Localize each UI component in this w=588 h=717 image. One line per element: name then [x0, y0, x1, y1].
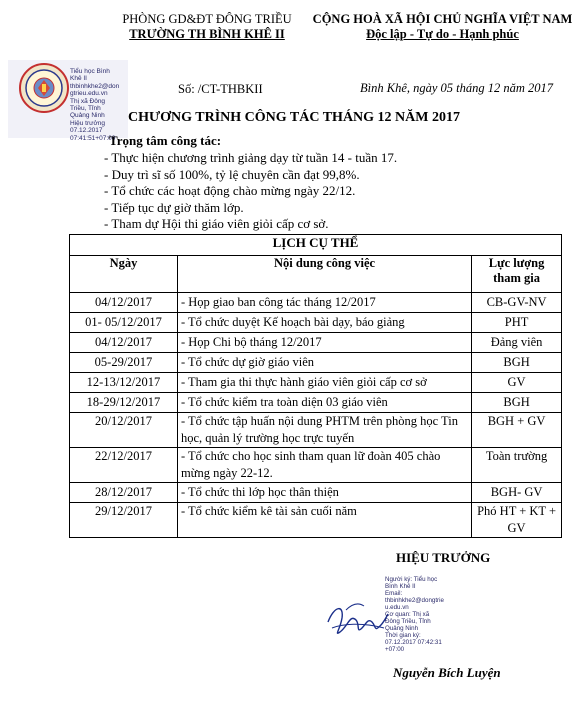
row-content: - Họp giao ban công tác tháng 12/2017: [177, 293, 471, 313]
row-content: - Tổ chức tập huấn nội dung PHTM trên phòng học Tin học, quản lý trường học trực tuyến: [177, 413, 471, 448]
row-participants: BGH- GV: [472, 483, 562, 503]
row-date: 18-29/12/2017: [70, 393, 178, 413]
signer-role: HIỆU TRƯỞNG: [396, 550, 491, 565]
focus-item: - Tham dự Hội thi giáo viên giỏi cấp cơ sở.: [104, 216, 397, 233]
school-name: TRƯỜNG TH BÌNH KHÊ II: [129, 27, 285, 41]
column-header-date: Ngày: [70, 256, 178, 293]
department-name: PHÒNG GD&ĐT ĐÔNG TRIỀU: [122, 12, 292, 26]
table-header-row: [70, 256, 562, 293]
row-participants: CB-GV-NV: [472, 293, 562, 313]
table-caption: LỊCH CỤ THỂ: [70, 235, 562, 256]
table-row: [70, 448, 562, 483]
row-date: 29/12/2017: [70, 503, 178, 538]
row-content: - Họp Chi bộ tháng 12/2017: [177, 333, 471, 353]
row-content: - Tổ chức kiểm tra toàn diện 03 giáo viên: [177, 393, 471, 413]
table-caption-row: [70, 235, 562, 256]
row-participants: BGH + GV: [472, 413, 562, 448]
handwritten-signature-icon: [322, 592, 392, 652]
focus-item: - Tiếp tục dự giờ thăm lớp.: [104, 200, 397, 217]
document-number: Số: /CT-THBKII: [178, 82, 263, 96]
row-date: 20/12/2017: [70, 413, 178, 448]
country-name: CỘNG HOÀ XÃ HỘI CHỦ NGHĨA VIỆT NAM: [312, 12, 573, 26]
schedule-table: [69, 234, 562, 538]
row-participants: BGH: [472, 353, 562, 373]
row-content: - Tham gia thi thực hành giáo viên giỏi cấp cơ sở: [177, 373, 471, 393]
row-content: - Tổ chức thi lớp học thân thiện: [177, 483, 471, 503]
table-row: [70, 393, 562, 413]
row-participants: GV: [472, 373, 562, 393]
table-row: [70, 313, 562, 333]
school-seal-icon: [18, 62, 70, 114]
focus-item: - Tổ chức các hoạt động chào mừng ngày 22/12.: [104, 183, 397, 200]
national-motto: Độc lập - Tự do - Hạnh phúc: [366, 27, 519, 41]
table-row: [70, 503, 562, 538]
focus-item: - Thực hiện chương trình giảng dạy từ tuần 14 - tuần 17.: [104, 150, 397, 167]
row-participants: BGH: [472, 393, 562, 413]
focus-heading: Trọng tâm công tác:: [109, 133, 222, 148]
issuer-block: [92, 12, 322, 42]
column-header-participants: Lực lượng tham gia: [472, 256, 562, 293]
row-date: 01- 05/12/2017: [70, 313, 178, 333]
focus-list: [104, 150, 397, 233]
focus-item: - Duy trì sĩ số 100%, tỷ lệ chuyên cần đạt 99,8%.: [104, 167, 397, 184]
table-row: [70, 373, 562, 393]
table-row: [70, 413, 562, 448]
national-heading: [300, 12, 585, 42]
row-date: 28/12/2017: [70, 483, 178, 503]
stamp-text-bottom: Người ký: Tiểu học Bình Khê II Email: thbinhkhe2@dongtrie u.edu.vn Cơ quan: Thị xã Đông Triều, Tỉnh Quảng Ninh Thời gian ký: 07.12.2017 07:42:31 +07:00: [385, 576, 444, 653]
row-content: - Tổ chức dự giờ giáo viên: [177, 353, 471, 373]
row-date: 05-29/2017: [70, 353, 178, 373]
digital-signature-stamp-top: [8, 60, 128, 140]
column-header-content: Nội dung công việc: [177, 256, 471, 293]
row-participants: Toàn trường: [472, 448, 562, 483]
row-date: 04/12/2017: [70, 293, 178, 313]
digital-signature-stamp-bottom: [322, 574, 512, 664]
document-date: Bình Khê, ngày 05 tháng 12 năm 2017: [360, 81, 554, 95]
row-date: 12-13/12/2017: [70, 373, 178, 393]
document-title: CHƯƠNG TRÌNH CÔNG TÁC THÁNG 12 NĂM 2017: [127, 110, 460, 125]
row-date: 04/12/2017: [70, 333, 178, 353]
row-date: 22/12/2017: [70, 448, 178, 483]
table-row: [70, 333, 562, 353]
row-participants: PHT: [472, 313, 562, 333]
row-participants: Đảng viên: [472, 333, 562, 353]
row-content: - Tổ chức kiểm kê tài sản cuối năm: [177, 503, 471, 538]
table-row: [70, 483, 562, 503]
row-content: - Tổ chức duyệt Kế hoạch bài dạy, báo giảng: [177, 313, 471, 333]
row-content: - Tổ chức cho học sinh tham quan lữ đoàn 405 chào mừng ngày 22-12.: [177, 448, 471, 483]
signer-name: Nguyễn Bích Luyện: [393, 665, 501, 680]
table-row: [70, 353, 562, 373]
row-participants: Phó HT + KT + GV: [472, 503, 562, 538]
table-row: [70, 293, 562, 313]
stamp-text-top: Tiểu học Bình Khê II thbinhkhe2@don gtrieu.edu.vn Thị xã Đông Triều, Tỉnh Quảng Ninh Hiệu trưởng 07.12.2017 07:41:51+07:00: [70, 68, 120, 142]
